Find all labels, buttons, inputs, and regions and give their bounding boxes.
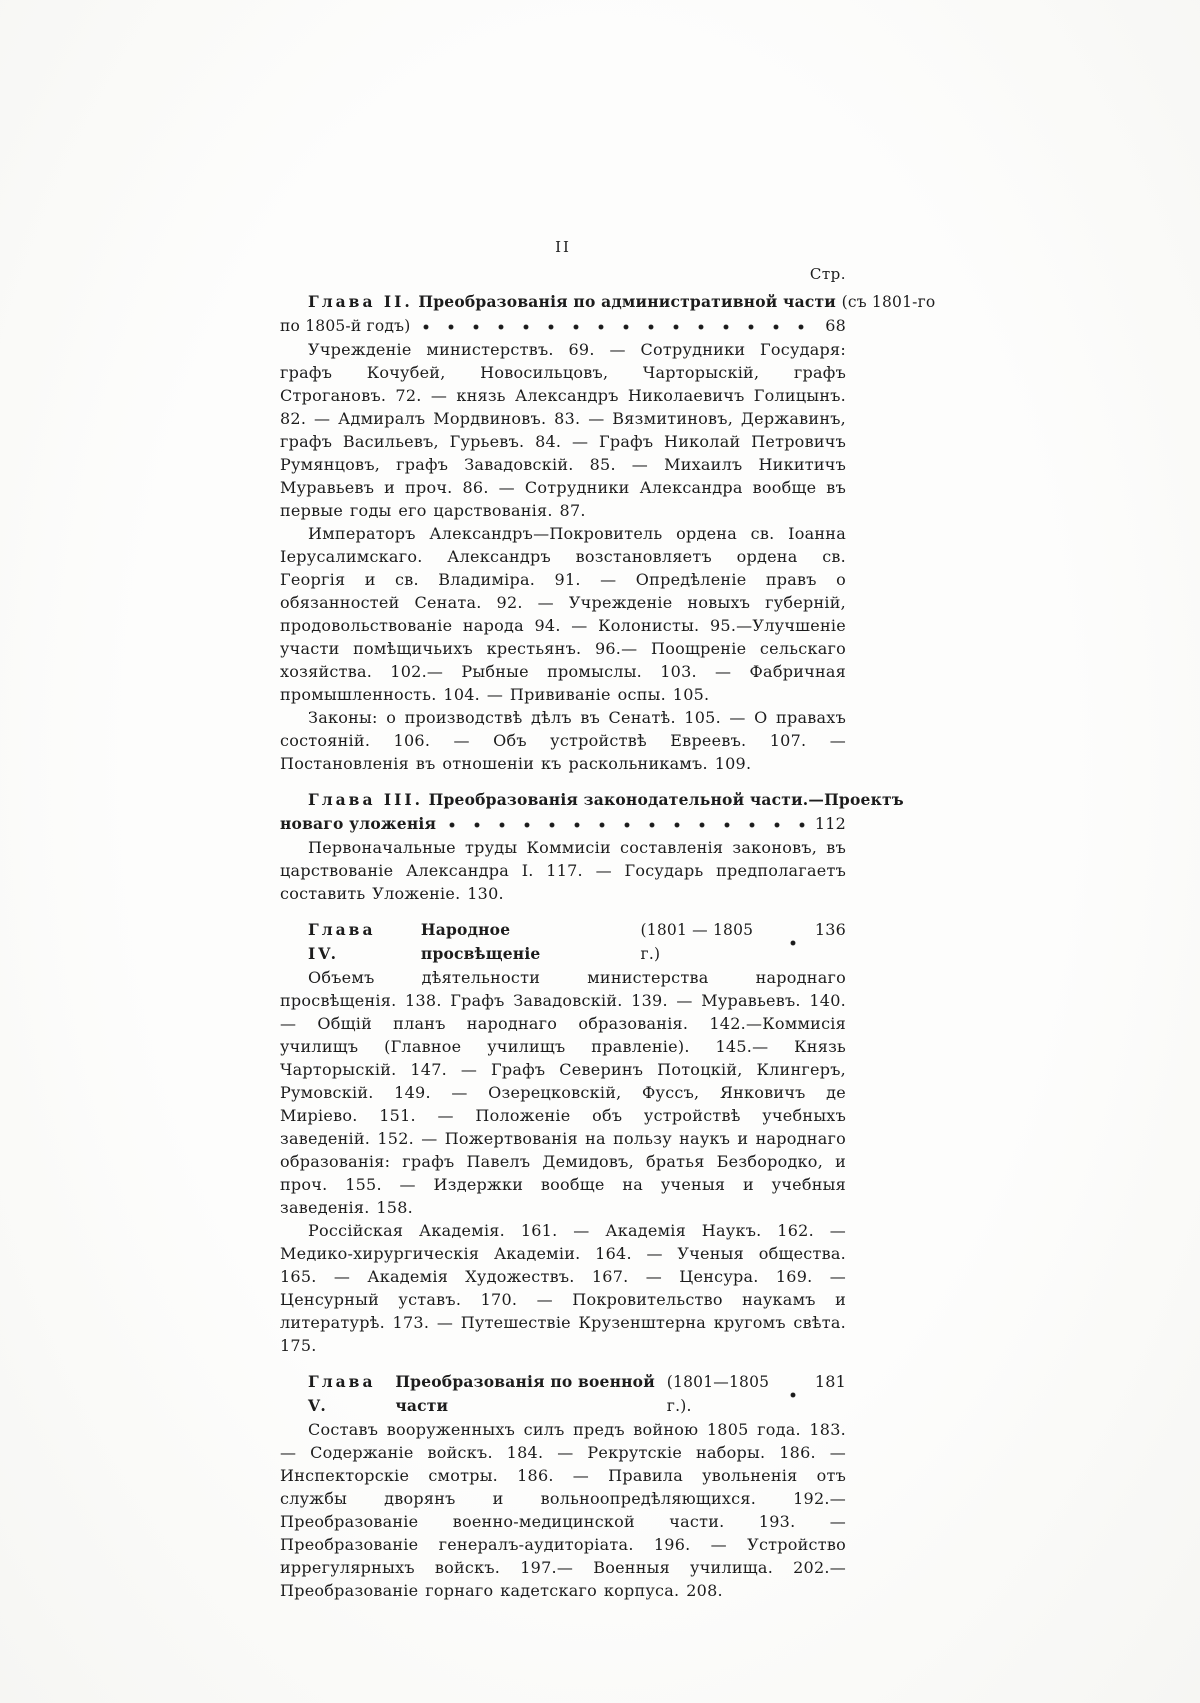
dot-leader — [789, 935, 807, 949]
chapter-label: Глава II. — [308, 292, 413, 311]
chapter-page-number: 112 — [814, 814, 846, 833]
page-column-header: Стр. — [809, 265, 846, 283]
toc-paragraph: Объемъ дѣятельности министерства народнаго просвѣщенія. 138. Графъ Завадовскій. 139. — Муравьевъ. 140. — Общій планъ народнаго образованія. 142.—Коммисія училищъ (Главное училищъ правленіе). 145.— Князь Чарторыскій. 147. — Графъ Северинъ Потоцкій, Клингеръ, Румовскій. 149. — Озерецковскій, Фуссъ, Янковичъ де Миріево. 151. — Положеніе объ устройствѣ учебныхъ заведеній. 152. — Пожертвованія на пользу наукъ и народнаго образованія: графъ Павелъ Демидовъ, братья Безбородко, и проч. 155. — Издержки вообще на ученыя и учебныя заведенія. 158. — [280, 968, 846, 1217]
toc-paragraph: Первоначальные труды Коммисіи составленія законовъ, въ царствованіе Александра I. 117. — Государь предполагаетъ составить Уложеніе. 130. — [280, 838, 846, 903]
chapter-title-suffix: (съ 1801-го — [841, 293, 936, 311]
chapter-label: Глава IV. — [308, 920, 376, 963]
dot-leader — [422, 319, 817, 333]
chapter-label: Глава III. — [308, 790, 424, 809]
chapter-iii-heading-line1 — [280, 788, 904, 812]
chapter-title: Преобразованія законодательной части.—Проектъ — [428, 790, 904, 809]
chapter-iv-section — [280, 918, 846, 1357]
toc-paragraph: Законы: о производствѣ дѣлъ въ Сенатѣ. 105. — О правахъ состояній. 106. — Объ устройствѣ Евреевъ. 107. — Постановленія въ отношеніи къ раскольникамъ. 109. — [280, 708, 846, 773]
page-folio: II — [555, 238, 571, 256]
chapter-label: Глава V. — [308, 1372, 376, 1415]
dot-leader — [789, 1387, 807, 1401]
dot-leader — [448, 817, 807, 831]
toc-paragraph: Составъ вооруженныхъ силъ предъ войною 1805 года. 183. — Содержаніе войскъ. 184. — Рекрутскіе наборы. 186. — Инспекторскіе смотры. 186. — Правила увольненія отъ службы дворянъ и вольноопредѣляющихся. 192.— Преобразованіе военно-медицинской части. 193. — Преобразованіе генералъ-аудиторіата. 196. — Устройство иррегулярныхъ войскъ. 197.— Военныя училища. 202.—Преобразованіе горнаго кадетскаго корпуса. 208. — [280, 1420, 846, 1600]
chapter-title: Народное просвѣщеніе — [420, 920, 541, 963]
chapter-page-number: 68 — [825, 316, 846, 335]
chapter-ii-section — [280, 290, 936, 775]
chapter-iii-heading-line2 — [280, 812, 846, 836]
chapter-title-dates: (1801 — 1805 г.) — [640, 921, 754, 963]
chapter-v-section — [280, 1370, 846, 1602]
chapter-ii-heading-line2 — [280, 314, 846, 338]
chapter-iv-heading — [280, 918, 846, 966]
chapter-ii-heading-line1 — [280, 290, 936, 314]
chapter-title-wrap: по 1805-й годъ) — [280, 317, 411, 335]
text-column — [280, 238, 936, 1602]
toc-paragraph: Учрежденіе министерствъ. 69. — Сотрудники Государя: графъ Кочубей, Новосильцовъ, Чарторыскій, графъ Строгановъ. 72. — князь Александръ Николаевичъ Голицынъ. 82. — Адмиралъ Мордвиновъ. 83. — Вязмитиновъ, Державинъ, графъ Васильевъ, Гурьевъ. 84. — Графъ Николай Петровичъ Румянцовъ, графъ Завадовскій. 85. — Михаилъ Никитичъ Муравьевъ и проч. 86. — Сотрудники Александра вообще въ первые годы его царствованія. 87. — [280, 340, 846, 520]
chapter-iii-section — [280, 788, 904, 905]
chapter-title: Преобразованія по военной части — [395, 1372, 655, 1415]
toc-paragraph: Императоръ Александръ—Покровитель ордена св. Іоанна Іерусалимскаго. Александръ возстановляетъ ордена св. Георгія и св. Владиміра. 91. — Опредѣленіе правъ о обязанностей Сената. 92. — Учрежденіе новыхъ губерній, продовольствованіе народа 94. — Колонисты. 95.—Улучшеніе участи помѣщичьихъ крестьянъ. 96.— Поощреніе сельскаго хозяйства. 102.— Рыбные промыслы. 103. — Фабричная промышленность. 104. — Прививаніе оспы. 105. — [280, 524, 846, 704]
chapter-page-number: 136 — [814, 920, 846, 939]
chapter-v-heading — [280, 1370, 846, 1418]
chapter-title-dates: (1801—1805 г.). — [666, 1373, 770, 1415]
chapter-title-wrap: новаго уложенія — [280, 814, 437, 833]
toc-paragraph: Россійская Академія. 161. — Академія Наукъ. 162. — Медико-хирургическія Академіи. 164. — Ученыя общества. 165. — Академія Художествъ. 167. — Ценсура. 169. — Ценсурный уставъ. 170. — Покровительство наукамъ и литературѣ. 173. — Путешествіе Крузенштерна кругомъ свѣта. 175. — [280, 1221, 846, 1355]
chapter-page-number: 181 — [814, 1372, 846, 1391]
chapter-title: Преобразованія по административной части — [418, 292, 836, 311]
